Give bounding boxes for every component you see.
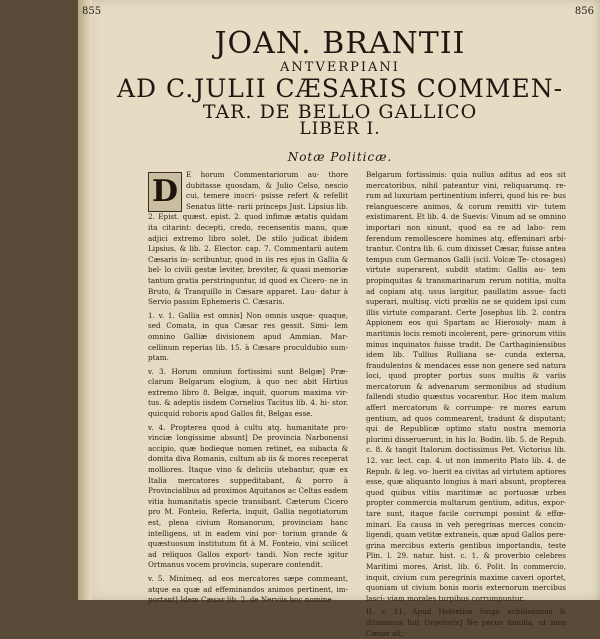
author-origin: ANTVERPIANI bbox=[280, 60, 400, 75]
work-title-line2: TAR. DE BELLO GALLICO bbox=[202, 101, 478, 123]
book-number: LIBER I. bbox=[299, 119, 381, 139]
paragraph: Belgarum fortissimis: quia nullus aditus ad eos sit mercatoribus, nihil pateantur vini, reliquarumq. re- rum ad luxuriam pertinentium inferri, quod his re- bus relanguescere animos, & corum remitti vir- tutem existimarent. Et lib. 4. de Suevis: Vinum ad se omnino importari non sinunt, quod ea re ad labo- rem ferendum remollescere homines atq. effeminari arbi- trantur. Contra lib. 6. cum dixisset Cæsar, fuisse antea tempus cum Germanos Galli (scil. Volcæ Te- ctosages) virtute superarent, subdit statim: Gallis au- tem propinquitas & transmarinarum rerum notitia, multa ad copiam atq. usus largitur, paullatim assue- facti superari, multisq. victi prœliis ne se quidem ipsi cum illis virtute comparant. Certe Josephus lib. 2. contra Appionem eos qui Spartam ac Hierosoly- mam à maritimis locis remoti incolerent, pere- grinorum vitiis minus inquinatos fuisse tradit. De Carthaginiensibus idem lib. Tullius Rulliana se- cunda externa, fraudulentos & mendaces esse non genere sed natura loci, quod propter portus suos multis & variis mercatorum & advenarum sermonibus ad studium fallendi studio quæstus vocarentur. Hoc item malum affert mercatorum & corrumpe- re mores earum gentium, ad quos commearent, tradunt & disputant; qui de Republicæ optimo statu nostra memoria plurimi disseruerunt, in his Io. Bodin. lib. 5. de Repub. c. 8. & tangit Italorum doctissimus Pet. Victorius lib. 12. var. lect. cap. 4. ut non immerito Plato lib. 4. de Repub. & leg. vo- luerit ea civitas ad virtutem aptiores esse, quæ aliquanto longius à mari absunt, propterea quod quibus vitiis maritimæ ac portuosæ urbes propter commercia multarum gentium, aditus, expor- tare sunt, itaque facile corrumpi possint & effœ- minari. Ea causa in veh peregrinas merces concin- ligendi, quam vetitæ extraneis, quæ apud Gallos pere- grina mercibus exteris gentibus importandis, teste Plin. l. 29. natur. hist. c. 1. & proverbio celebres Maritimi mores, Arist. lib. 6. Polit. In commercio, inquit, civium cum peregrinis maxime caveri oportet, quoniam ut civium bonis moris externorum mercibus lasci- viam morales turpibus corrumpuntur. bbox=[366, 170, 566, 603]
paragraph: II. v. 11. Apud Helvetios longe nobilissimus & ditissimus fuit Orgetorix] Ne pecus familia, ut mox Cæsar ait, bbox=[366, 607, 566, 638]
section-subtitle: Notæ Politicæ. bbox=[287, 150, 393, 164]
paragraph: 1. v. 1. Gallia est omnis] Non omnis usque- quaque, sed Comata, in qua Cæsar res gessit. Simi- lem omnino Galliæ divisionem apud Ammian. Mar- cellinum reperias lib. 15. à Cæsare proculdubio sum- ptam. bbox=[148, 310, 348, 363]
work-title-line1: AD C.JULII CÆSARIS COMMEN- bbox=[116, 74, 564, 103]
paragraph: E horum Commentariorum au- thore dubitasse quosdam, & Julio Celso, nescio cui, temere inscri- psisse refert & refellit Senatus litte- rarii princeps Just. Lipsius lib. 2. Epist. quæst. epist. 2. quod infimæ ætatis quidam ita citarint: decepti, credo, recensentis manu, quæ adjici extremo libro solet. De stilo judicat ibidem Lipsius, & lib. 2. Elector. cap. 7. Commentarii autem Cæsaris in- scribuntur, quod in iis res ejus in Gallia & bel- lo civili gestæ leviter, breviter, & quasi memoriæ tantum gratia perstringuntur, id quod ex Cicero- ne in Bruto, & Tranquillo in Cæsare apparet. Lau- datur à Servio passim Ephemeris C. Cæsaris. bbox=[148, 170, 348, 307]
left-text-column bbox=[148, 170, 348, 605]
paragraph: v. 4. Propterea quod à cultu atq. humanitate pro- vinciæ longissime absunt] De provincia Narbonensi accipio, quæ hodieque nomen retinet, ea subacta & domita diva Romanis, cultum ab iis & mores receperat molliores. Itaque vino & deliciis utebantur, quæ ex Italia mercatores suppeditabant, & porro à Provincialibus ad proximos Aquitanos ac Celtas eadem vitia humanitatis specie transibant. Cæterum Cicero pro M. Fonteio, Referta, inquit, Gallia negotiatorum est, plena civium Romanorum, provinciam hanc intelligens, ut in eadem vini por- torium grande & quæstuosum institutum fit à M. Fonteio, vini scilicet ad reliquos Gallos export- tandi. Non recte igitur Ortmanus vocem provincia, superare contendit. bbox=[148, 422, 348, 570]
paragraph: v. 5. Minimeq. ad eos mercatores sæpe commeant, atque ea quæ ad effeminandos animos pertinent, im- portant] Idem Cæsar lib. 2. de Nerviis hoc nomine bbox=[148, 573, 348, 605]
drop-cap: D bbox=[148, 172, 182, 212]
author-heading: JOAN. BRANTII bbox=[214, 26, 466, 61]
paragraph: v. 3. Horum omnium fortissimi sunt Belgæ] Præ- clarum Belgarum elogium, à quo nec abit Hirtius extremo libro 8. Belgæ, inquit, quorum maxima vir- tus. & adeptis iisdem Cornelius Tacitus lib. 4. hi- stor. quicquid roboris apud Gallos fit, Belgas esse. bbox=[148, 366, 348, 419]
right-text-column bbox=[366, 170, 566, 638]
page-number-right: 856 bbox=[574, 6, 594, 17]
page-number-left: 855 bbox=[82, 6, 102, 17]
